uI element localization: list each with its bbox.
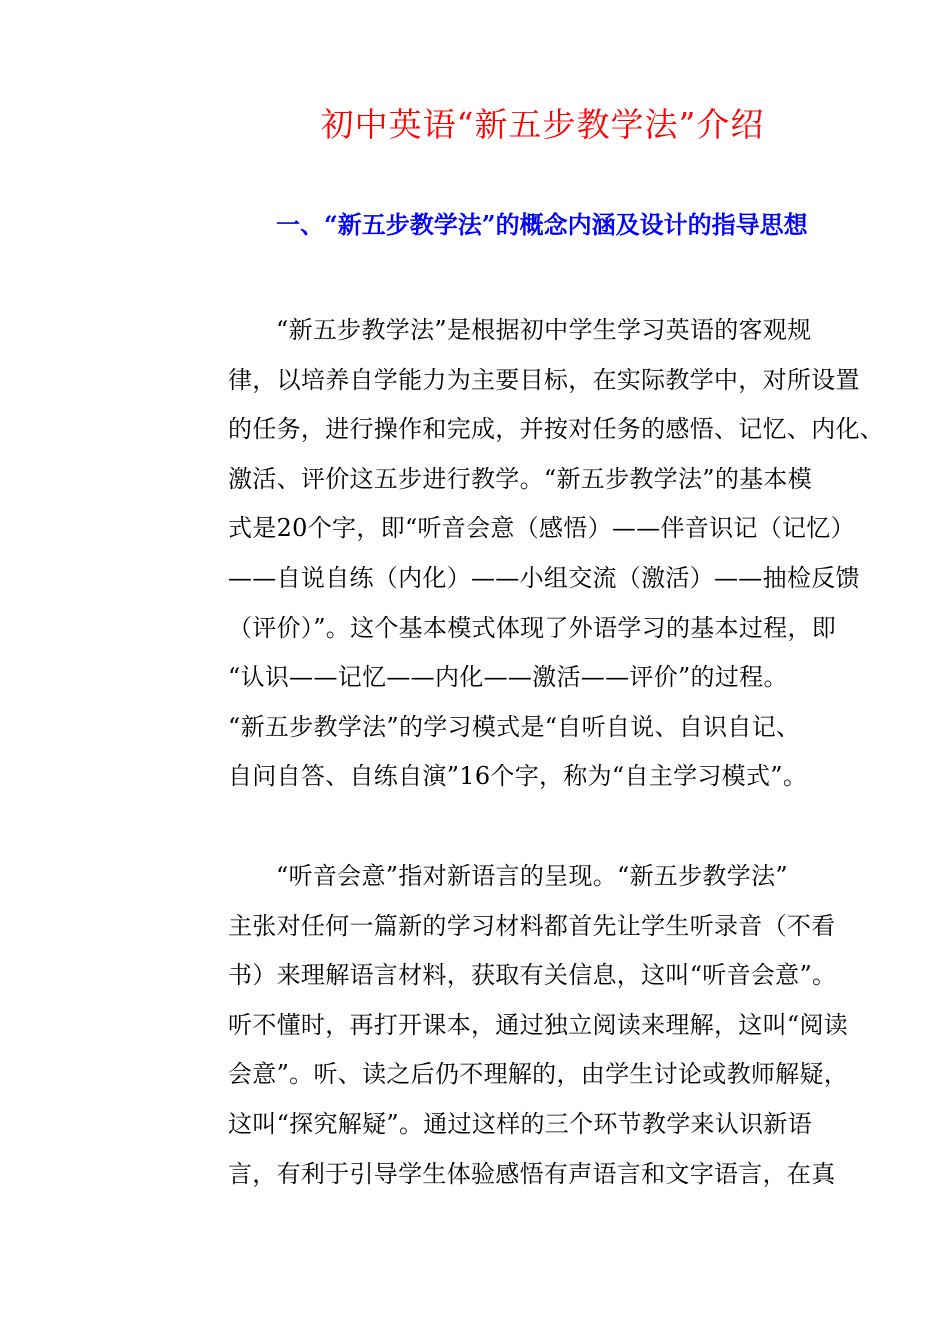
paragraph-line: 会意”。听、读之后仍不理解的，由学生讨论或教师解疑， <box>228 1060 849 1089</box>
paragraph-line: 主张对任何一篇新的学习材料都首先让学生听录音（不看 <box>228 911 836 940</box>
section-heading: 一、“新五步教学法”的概念内涵及设计的指导思想 <box>276 210 808 239</box>
paragraph-line: 的任务，进行操作和完成，并按对任务的感悟、记忆、内化、 <box>228 415 885 444</box>
paragraph-line: 自问自答、自练自演”16个字，称为“自主学习模式”。 <box>228 762 808 791</box>
paragraph-line: （评价）”。这个基本模式体现了外语学习的基本过程，即 <box>228 613 837 642</box>
paragraph-line: “听音会意”指对新语言的呈现。“新五步教学法” <box>276 862 788 890</box>
paragraph-line: 书）来理解语言材料，获取有关信息，这叫“听音会意”。 <box>228 961 837 990</box>
paragraph-line: 听不懂时，再打开课本，通过独立阅读来理解，这叫“阅读 <box>228 1010 849 1039</box>
paragraph-2 <box>228 852 848 1199</box>
paragraph-line: ——自说自练（内化）——小组交流（激活）——抽检反馈 <box>228 563 860 592</box>
paragraph-line: 言，有利于引导学生体验感悟有声语言和文字语言，在真 <box>228 1159 836 1188</box>
paragraph-line: 激活、评价这五步进行教学。“新五步教学法”的基本模 <box>228 464 813 493</box>
paragraph-line: “新五步教学法”是根据初中学生学习英语的客观规 <box>276 316 812 344</box>
paragraph-line: 这叫“探究解疑”。通过这样的三个环节教学来认识新语 <box>228 1109 813 1138</box>
paragraph-1 <box>228 306 884 802</box>
paragraph-line: “认识——记忆——内化——激活——评价”的过程。 <box>228 663 788 692</box>
document-title: 初中英语“新五步教学法”介绍 <box>320 105 765 144</box>
paragraph-line: “新五步教学法”的学习模式是“自听自说、自识自记、 <box>228 712 801 741</box>
paragraph-line: 式是20个字，即“听音会意（感悟）——伴音识记（记忆） <box>228 514 855 543</box>
paragraph-line: 律，以培养自学能力为主要目标，在实际教学中，对所设置 <box>228 365 860 394</box>
